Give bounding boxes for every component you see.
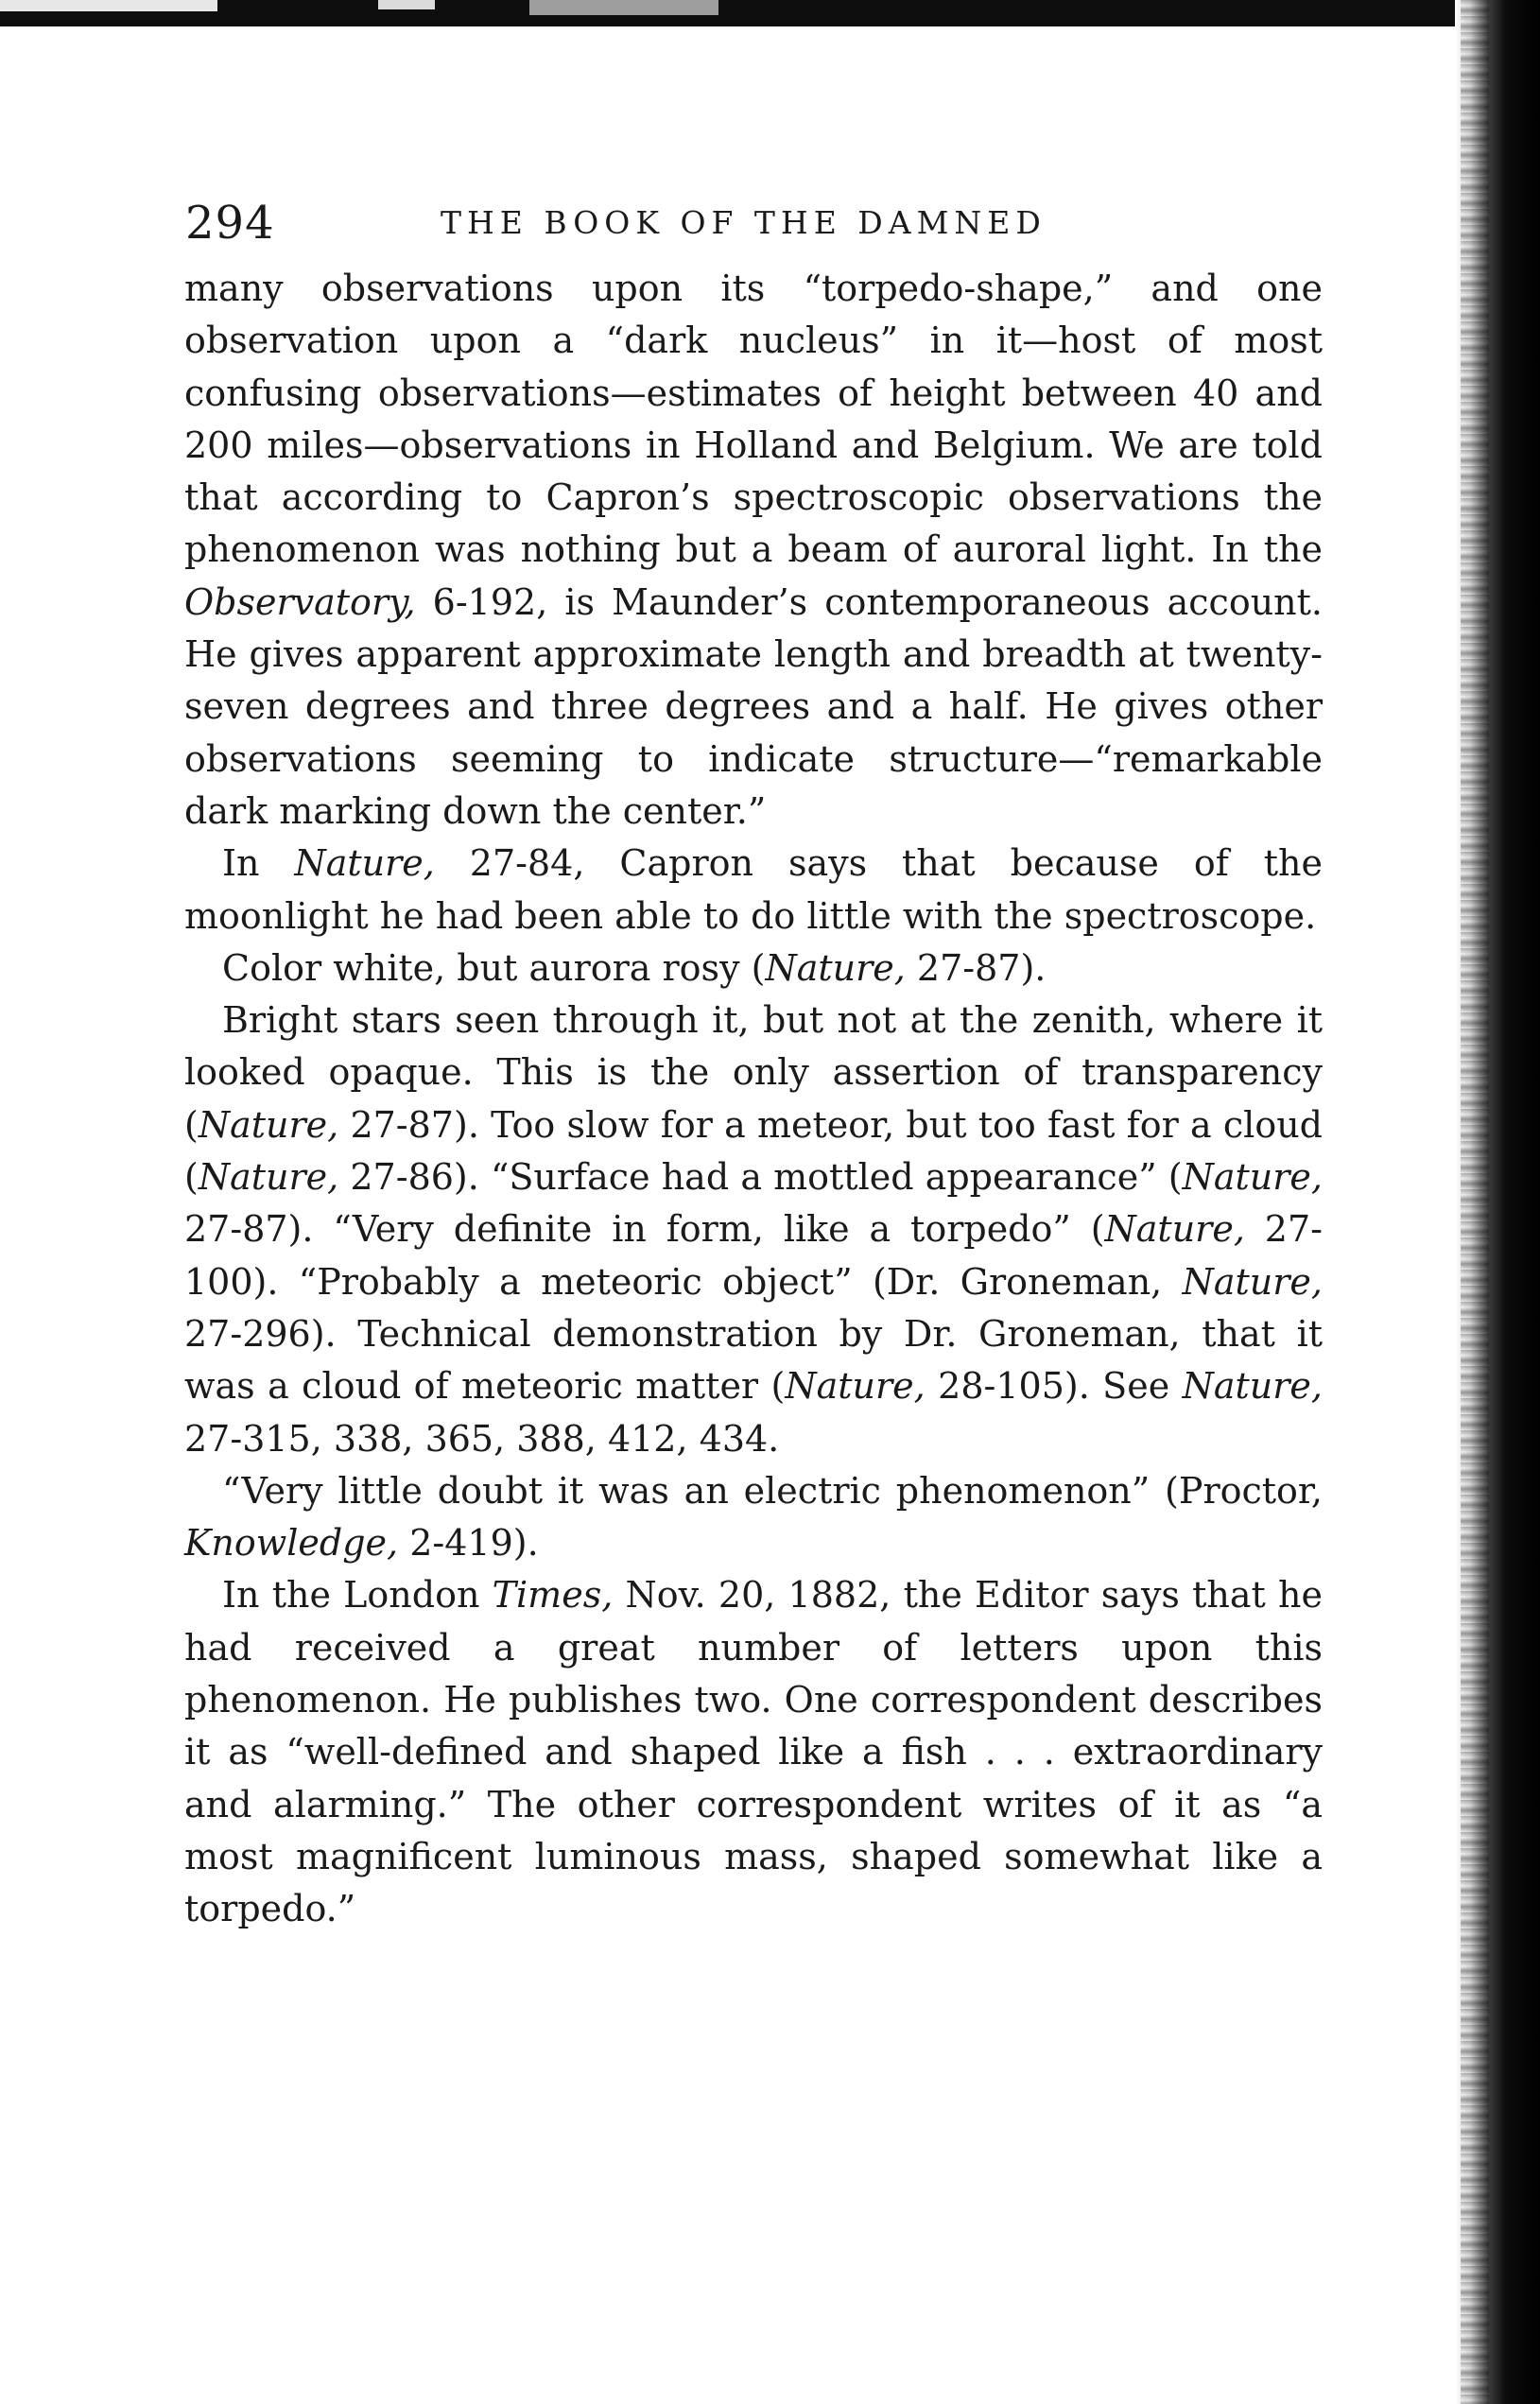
text-segment: 27-87). “Very definite in form, like a torpedo” ( [184, 1208, 1105, 1251]
text-segment: In [222, 842, 295, 885]
text-segment: 27-315, 338, 365, 388, 412, 434. [184, 1417, 780, 1460]
italic-citation: Times, [492, 1574, 614, 1617]
italic-citation: Nature, [1182, 1365, 1323, 1408]
text-segment: 27-296). Technical demonstration by Dr. Groneman, that it was a cloud of meteoric matter ( [184, 1312, 1323, 1408]
paragraph-1 [184, 263, 1323, 838]
text-segment: many observations upon its “torpedo-shape,” and one observation upon a “dark nucleus” in it—host of most confusing observations—estimates of height between 40 and 200 miles—observations in Holland and Belgium. We are told that according to Capron’s spectroscopic observations the phenomenon was nothing but a beam of auroral light. In the [184, 268, 1323, 571]
text-segment: 6-192, is Maunder’s contemporaneous account. He gives apparent approximate length and breadth at twenty-seven degrees and three degrees and a half. He gives other observations seeming to indicate structure—“remarkable dark marking down the center.” [184, 580, 1323, 832]
text-segment: 27-84, Capron says that because of the moonlight he had been able to do little with the spectroscope. [184, 842, 1323, 937]
text-segment: Bright stars seen through it, but not at the zenith, where it looked opaque. This is the only assertion of transparency ( [184, 999, 1323, 1146]
paragraph-6 [184, 1569, 1323, 1935]
paragraph-5 [184, 1465, 1323, 1570]
italic-citation: Nature, [294, 842, 435, 885]
text-segment: In the London [222, 1574, 493, 1617]
italic-citation: Nature, [1104, 1208, 1245, 1251]
running-head: THE BOOK OF THE DAMNED [441, 204, 1047, 241]
italic-citation: Nature, [1182, 1260, 1323, 1303]
paragraph-4 [184, 994, 1323, 1465]
italic-citation: Observatory, [184, 580, 416, 623]
text-segment: 27-87). [905, 946, 1047, 989]
text-segment: Nov. 20, 1882, the Editor says that he had received a great number of letters upon this phenomenon. He publishes two. One correspondent describes it as “well-defined and shaped like a fish . . . extraordinary and alarming.” The other correspondent writes of it as “a most magnificent luminous mass, shaped somewhat like a torpedo.” [184, 1574, 1324, 1930]
italic-citation: Nature, [785, 1365, 926, 1408]
scan-right-edge [1455, 0, 1540, 2404]
text-segment: Color white, but aurora rosy ( [222, 946, 766, 989]
paragraph-3 [184, 943, 1323, 994]
paragraph-2 [184, 838, 1323, 943]
body-text [184, 263, 1323, 1936]
text-segment: 27-100). “Probably a meteoric object” (Dr. Groneman, [184, 1208, 1323, 1303]
italic-citation: Nature, [765, 946, 906, 989]
italic-citation: Nature, [198, 1103, 339, 1146]
scan-top-edge [0, 0, 1540, 26]
italic-citation: Nature, [1182, 1156, 1323, 1199]
italic-citation: Nature, [198, 1156, 339, 1199]
text-segment: 27-87). Too slow for a meteor, but too fast for a cloud ( [184, 1103, 1323, 1199]
text-segment: 2-419). [398, 1522, 539, 1565]
text-segment: 28-105). See [925, 1365, 1183, 1408]
page-header [185, 191, 1320, 257]
page-number: 294 [185, 197, 275, 250]
text-segment: “Very little doubt it was an electric phenomenon” (Proctor, [222, 1469, 1323, 1512]
text-segment: 27-86). “Surface had a mottled appearance” ( [338, 1156, 1183, 1199]
italic-citation: Knowledge, [184, 1522, 399, 1565]
